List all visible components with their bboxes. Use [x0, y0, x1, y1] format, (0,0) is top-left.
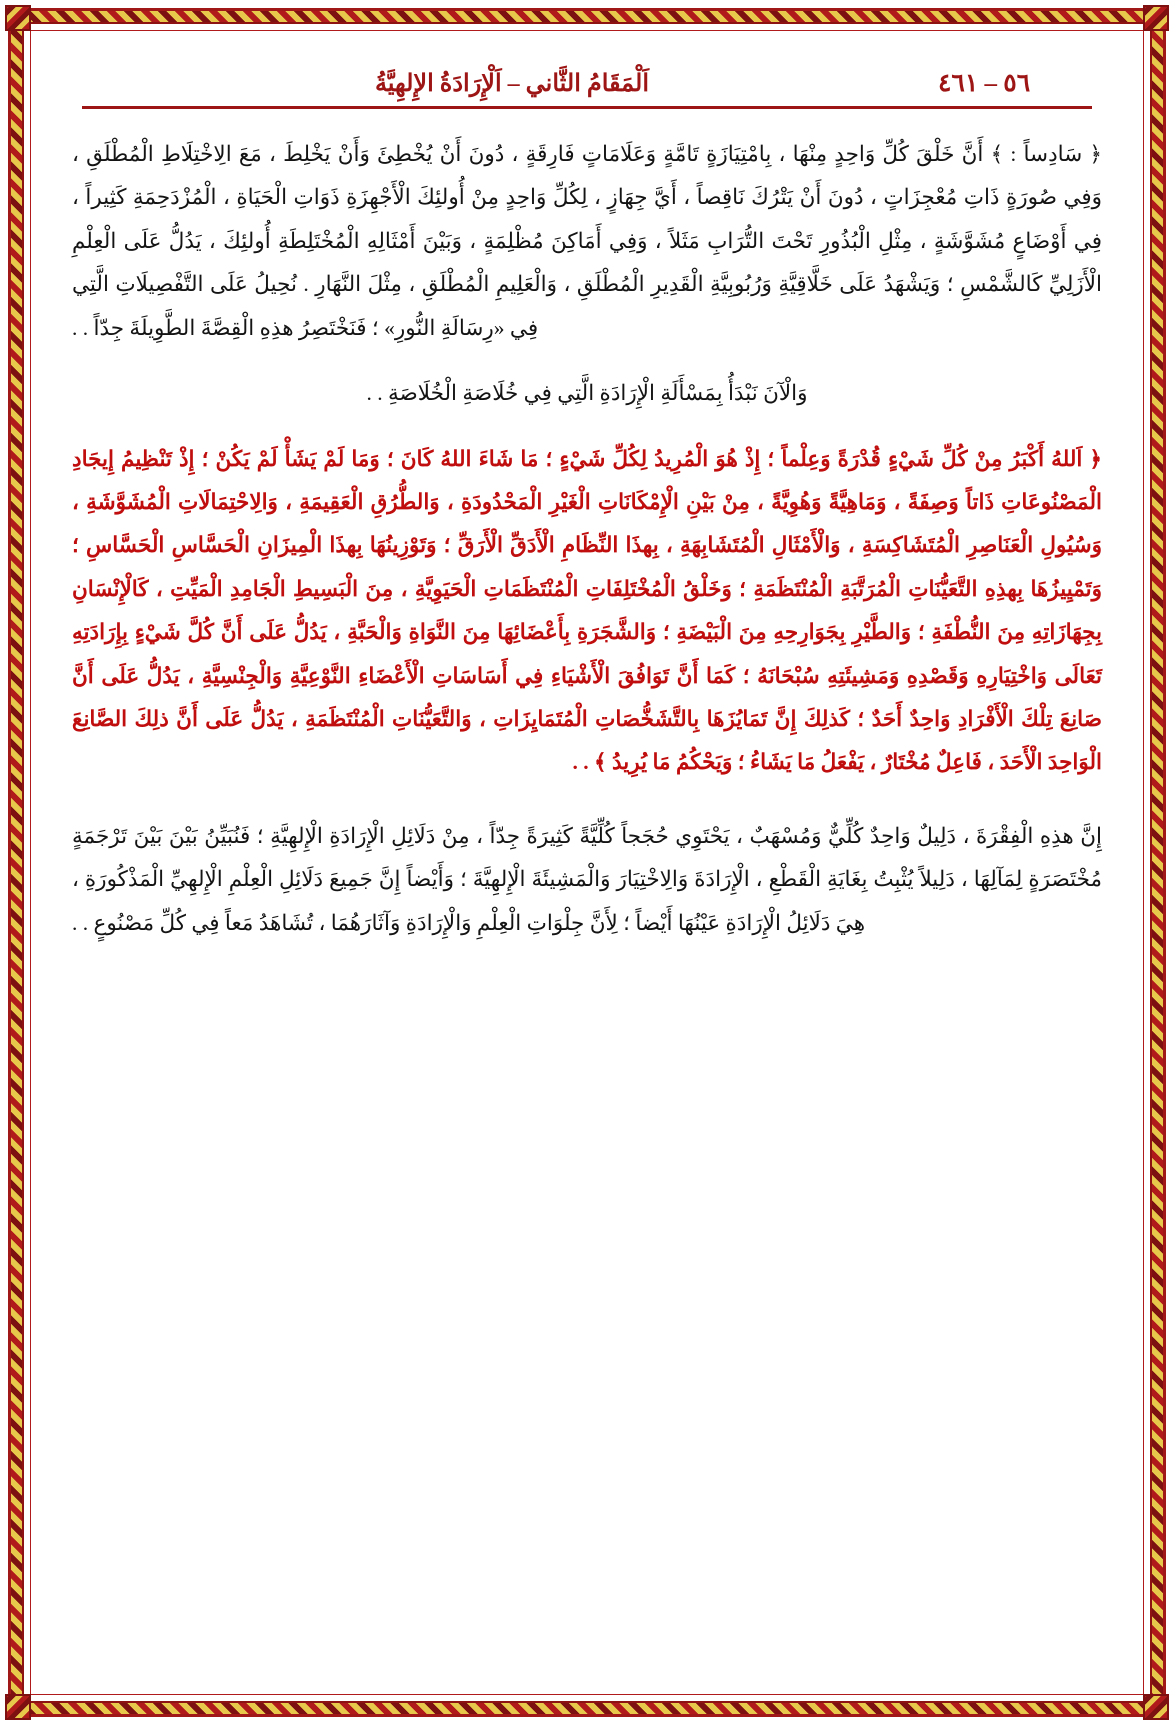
paragraph-transition: وَالْآنَ نَبْدَأُ بِمَسْأَلَةِ الْإِرَادَةِ الَّتِي فِي خُلَاصَةِ الْخُلَاصَةِ . .	[366, 381, 808, 406]
paragraph-commentary: إِنَّ هذِهِ الْفِقْرَةَ ، دَلِيلٌ وَاحِدٌ كُلِّيٌّ وَمُسْهَبٌ ، يَحْتَوِي حُجَجاً كُلِّيَّةً كَثِيرَةً جِدّاً ، مِنْ دَلَائِلِ الْإِرَادَةِ الْإِلهِيَّةِ ؛ فَنُبَيِّنُ بَيْنَ بَيْنَ تَرْجَمَةٍ مُخْتَصَرَةٍ لِمَآلِهَا ، دَلِيلاً يُثْبِتُ بِغَايَةِ الْقَطْعِ ، الْإِرَادَةَ وَالِاخْتِيَارَ وَالْمَشِيئَةَ الْإِلهِيَّةَ ؛ وَأَيْضاً إِنَّ جَمِيعَ دَلَائِلِ الْعِلْمِ الْإِلهِيِّ الْمَذْكُورَةِ ، هِيَ دَلَائِلُ الْإِرَادَةِ عَيْنُهَا أَيْضاً ؛ لِأَنَّ جِلْوَاتِ الْعِلْمِ وَالْإِرَادَةِ وَآثَارَهُمَا ، تُشَاهَدُ مَعاً فِي كُلِّ مَصْنُوعٍ . .	[72, 823, 1102, 935]
spacer	[72, 795, 1102, 815]
page-title: اَلْمَقَامُ الثَّاني – اَلْإِرَادَةُ الإِلهِيَّةُ	[374, 71, 650, 97]
paragraph-arabic-quote: ﴿ اَللهُ أَكْبَرُ مِنْ كُلِّ شَيْءٍ قُدْرَةً وَعِلْماً ؛ إِذْ هُوَ الْمُرِيدُ لِكُلِّ شَيْءٍ ؛ مَا شَاءَ اللهُ كَانَ ؛ وَمَا لَمْ يَشَأْ لَمْ يَكُنْ ؛ إِذْ تَنْظِيمُ إِيجَادِ الْمَصْنُوعَاتِ ذَاتاً وَصِفَةً ، وَمَاهِيَّةً وَهُوِيَّةً ، مِنْ بَيْنِ الْإِمْكَانَاتِ الْغَيْرِ الْمَحْدُودَةِ ، وَالطُّرُقِ الْعَقِيمَةِ ، وَالِاحْتِمَالَاتِ الْمُشَوَّشَةِ ، وَسُيُولِ الْعَنَاصِرِ الْمُتَشَاكِسَةِ ، وَالْأَمْثَالِ الْمُتَشَابِهَةِ ، بِهذَا النِّظَامِ الْأَدَقِّ الْأَرَقِّ ؛ وَتَوْزِينُهَا بِهذَا الْمِيزَانِ الْحَسَّاسِ الْحَسَّاسِ ؛ وَتَمْيِيزُهَا بِهذِهِ التَّعَيُّنَاتِ الْمُرَتَّبَةِ الْمُنْتَظَمَةِ ؛ وَخَلْقُ الْمُخْتَلِفَاتِ الْمُنْتَظَمَاتِ الْحَيَوِيَّةِ ، مِنَ الْبَسِيطِ الْجَامِدِ الْمَيِّتِ ، كَالْإِنْسَانِ بِجِهَازَاتِهِ مِنَ النُّطْفَةِ ؛ وَالطَّيْرِ بِجَوَارِحِهِ مِنَ الْبَيْضَةِ ؛ وَالشَّجَرَةِ بِأَعْضَائِهَا مِنَ النَّوَاةِ وَالْحَبَّةِ ، يَدُلُّ عَلَى أَنَّ كُلَّ شَيْءٍ بِإِرَادَتِهِ تَعَالَى وَاخْتِيَارِهِ وَقَصْدِهِ وَمَشِيئَتِهِ سُبْحَانَهُ ؛ كَمَا أَنَّ تَوَافُقَ الْأَشْيَاءِ فِي أَسَاسَاتِ الْأَعْضَاءِ النَّوْعِيَّةِ وَالْجِنْسِيَّةِ ، يَدُلُّ عَلَى أَنَّ صَانِعَ تِلْكَ الْأَفْرَادِ وَاحِدٌ أَحَدٌ ؛ كَذلِكَ إِنَّ تَمَايُزَهَا بِالتَّشَخُّصَاتِ الْمُتَمَايِزَاتِ ، وَالتَّعَيُّنَاتِ الْمُنْتَظَمَةِ ، يَدُلُّ عَلَى أَنَّ ذلِكَ الصَّانِعَ الْوَاحِدَ الْأَحَدَ ، فَاعِلٌ مُخْتَارٌ ، يَفْعَلُ مَا يَشَاءُ ؛ وَيَحْكُمُ مَا يُرِيدُ ﴾ . .	[72, 446, 1102, 775]
paragraph-sixthly: ﴿ سَادِساً : ﴾ أَنَّ خَلْقَ كُلِّ وَاحِدٍ مِنْهَا ، بِامْتِيَازَةٍ تَامَّةٍ وَعَلَامَاتٍ فَارِقَةٍ ، دُونَ أَنْ يُخْطِئَ وَأَنْ يَخْلِطَ ، مَعَ الِاخْتِلَاطِ الْمُطْلَقِ ، وَفِي صُورَةٍ ذَاتِ مُعْجِزَاتٍ ، دُونَ أَنْ يَتْرُكَ نَاقِصاً ، أَيَّ جِهَازٍ ، لِكُلِّ وَاحِدٍ مِنْ أُولئِكَ الْأَجْهِزَةِ ذَوَاتِ الْحَيَاةِ ، الْمُزْدَحِمَةِ كَثِيراً ، فِي أَوْضَاعٍ مُشَوَّشَةٍ ، مِثْلِ الْبُذُورِ تَحْتَ التُّرَابِ مَثَلاً ، وَفِي أَمَاكِنَ مُظْلِمَةٍ ، وَبَيْنَ أَمْثَالِهِ الْمُخْتَلِطَةِ أُولئِكَ ، يَدُلُّ عَلَى الْعِلْمِ الْأَزَلِيِّ كَالشَّمْسِ ؛ وَيَشْهَدُ عَلَى خَلَّاقِيَّةِ وَرُبُوبِيَّةِ الْقَدِيرِ الْمُطْلَقِ ، وَالْعَلِيمِ الْمُطْلَقِ ، مِثْلَ النَّهَارِ . نُحِيلُ عَلَى التَّفْصِيلَاتِ الَّتِي فِي «رِسَالَةِ النُّورِ» ؛ فَنَخْتَصِرُ هذِهِ الْقِصَّةَ الطَّوِيلَةَ جِدّاً . .	[72, 142, 1102, 340]
corner-ornament-bottom-right-icon	[5, 1694, 31, 1720]
page-header	[72, 68, 1102, 104]
page-content	[46, 46, 1128, 1679]
corner-ornament-top-left-icon	[1143, 5, 1169, 31]
corner-ornament-bottom-left-icon	[1143, 1694, 1169, 1720]
spacer	[72, 360, 1102, 372]
page-number: ٥٦ – ٤٦١	[938, 70, 1031, 97]
corner-ornament-top-right-icon	[5, 5, 31, 31]
spacer	[72, 426, 1102, 438]
header-divider	[82, 106, 1092, 109]
